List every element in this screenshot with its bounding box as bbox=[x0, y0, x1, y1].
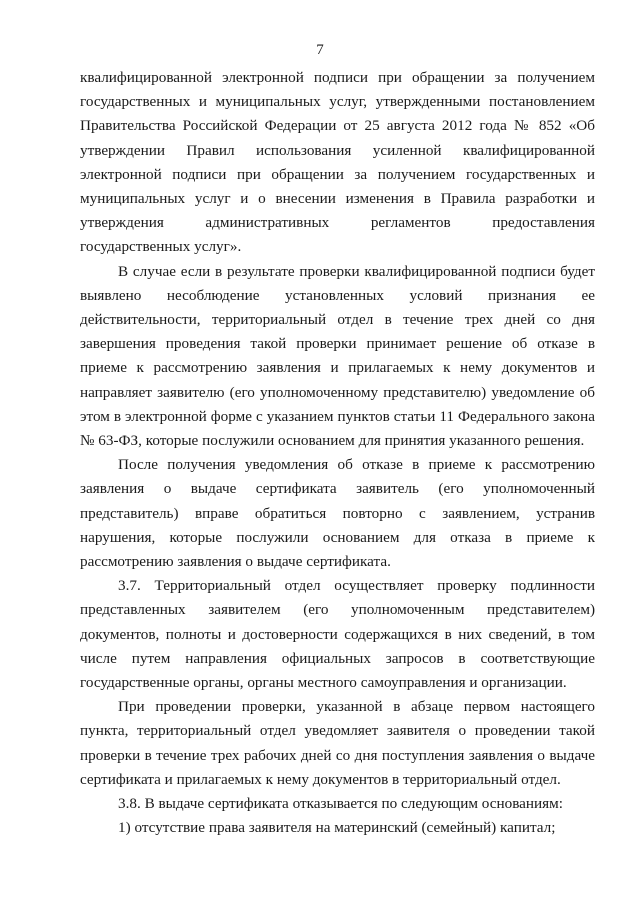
paragraph-3-8-refusal-grounds: 3.8. В выдаче сертификата отказывается по следующим основаниям: bbox=[118, 795, 563, 813]
paragraph-refusal-ground-1: 1) отсутствие права заявителя на материнский (семейный) капитал; bbox=[118, 819, 556, 837]
paragraph-verification-notice: При проведении проверки, указанной в абзаце первом настоящего пункта, территориальный отдел уведомляет заявителя о проведении такой проверки в течение трех рабочих дней со дня поступления заявления о выдаче сертификата и прилагаемых к нему документов в территориальный отдел. bbox=[80, 698, 595, 788]
paragraph-signature-check-failure: В случае если в результате проверки квалифицированной подписи будет выявлено несоблюдение установленных условий признания ее действительности, территориальный отдел в течение трех дней со дня завершения проведения такой проверки принимает решение об отказе в приеме к рассмотрению заявления и прилагаемых к нему документов и направляет заявителю (его уполномоченному представителю) уведомление об этом в электронной форме с указанием пунктов статьи 11 Федерального закона № 63-ФЗ, которые послужили основанием для принятия указанного решения. bbox=[80, 262, 595, 450]
paragraph-3-7-document-verification: 3.7. Территориальный отдел осуществляет проверку подлинности представленных заявителем (его уполномоченным представителем) документов, полноты и достоверности содержащихся в них сведений, в том числе путем направления официальных запросов в соответствующие государственные органы, органы местного самоуправления и организации. bbox=[80, 577, 595, 692]
paragraph-repeat-application: После получения уведомления об отказе в приеме к рассмотрению заявления о выдаче сертификата заявитель (его уполномоченный представитель) вправе обратиться повторно с заявлением, устранив нарушения, которые послужили основанием для отказа в приеме к рассмотрению заявления о выдаче сертификата. bbox=[80, 456, 595, 571]
document-body bbox=[80, 66, 595, 841]
page-number: 7 bbox=[316, 42, 324, 58]
paragraph-continuation: квалифицированной электронной подписи при обращении за получением государственных и муниципальных услуг, утвержденными постановлением Правительства Российской Федерации от 25 августа 2012 года № 852 «Об утверждении Правил использования усиленной квалифицированной электронной подписи при обращении за получением государственных и муниципальных услуг и о внесении изменения в Правила разработки и утверждения административных регламентов предоставления государственных услуг». bbox=[80, 69, 595, 256]
